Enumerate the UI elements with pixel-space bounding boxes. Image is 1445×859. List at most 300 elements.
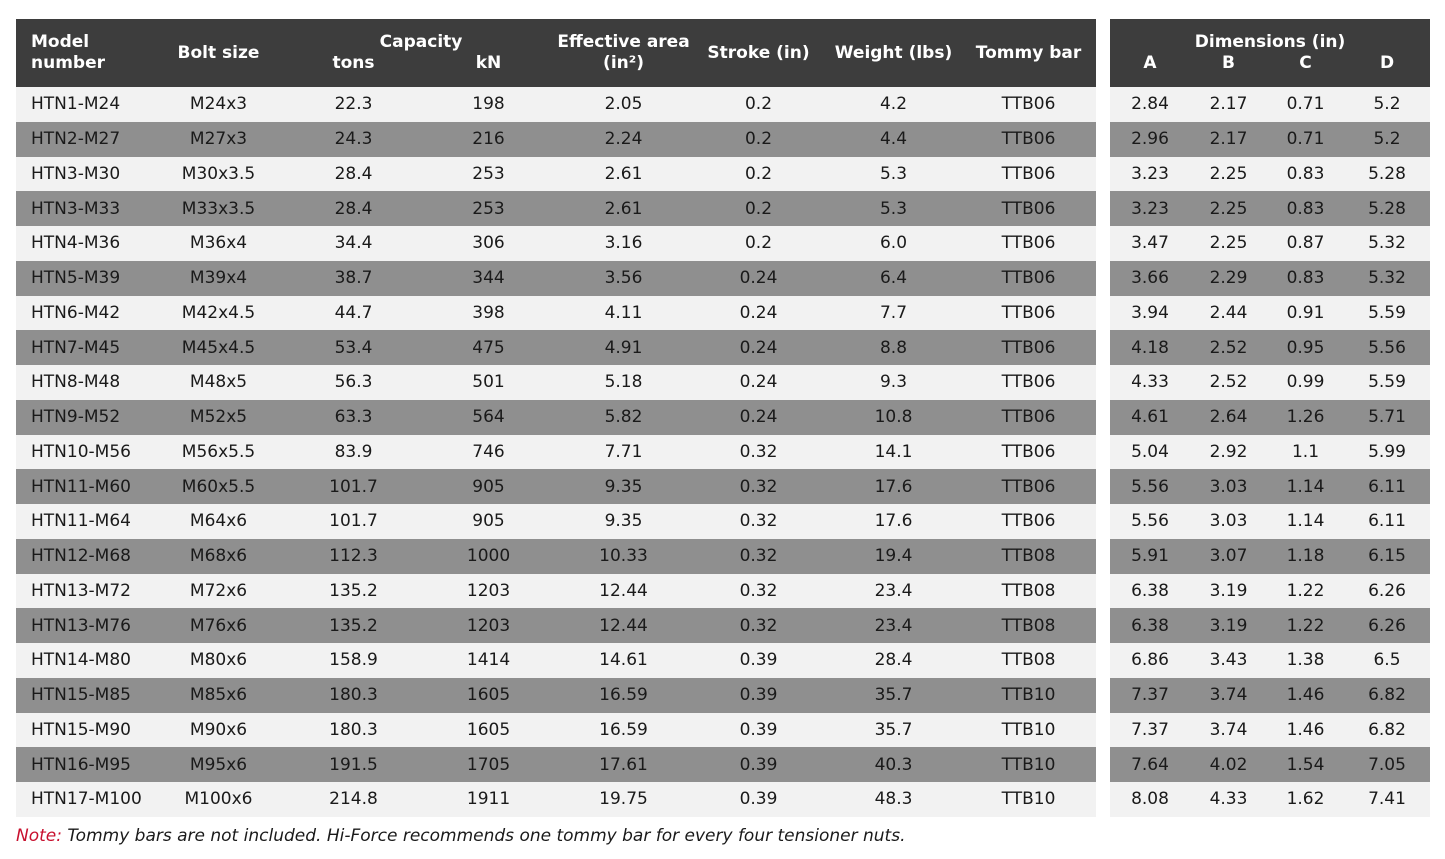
table-row [16, 574, 1096, 609]
cell-model-number: HTN3-M30 [16, 157, 151, 192]
note-label: Note: [16, 826, 62, 846]
cell-effective-area: 2.24 [556, 122, 691, 157]
dimension-row [1110, 608, 1430, 643]
cell-bolt-size: M68x6 [151, 539, 286, 574]
cell-dim-d: 5.32 [1344, 226, 1430, 261]
cell-dim-c: 1.14 [1267, 469, 1344, 504]
cell-model-number: HTN8-M48 [16, 365, 151, 400]
note-text: Tommy bars are not included. Hi-Force recommends one tommy bar for every four tensioner nuts. [61, 826, 906, 846]
cell-capacity-tons: 24.3 [286, 122, 421, 157]
cell-effective-area: 3.16 [556, 226, 691, 261]
cell-weight: 17.6 [826, 469, 961, 504]
cell-weight: 6.4 [826, 261, 961, 296]
cell-capacity-kn: 905 [421, 504, 556, 539]
cell-capacity-tons: 56.3 [286, 365, 421, 400]
cell-bolt-size: M95x6 [151, 747, 286, 782]
dimension-row [1110, 747, 1430, 782]
cell-bolt-size: M39x4 [151, 261, 286, 296]
cell-dim-d: 6.26 [1344, 574, 1430, 609]
cell-dim-a: 3.23 [1110, 191, 1190, 226]
table-row [16, 643, 1096, 678]
cell-model-number: HTN15-M85 [16, 678, 151, 713]
footnote [16, 826, 905, 846]
cell-dim-b: 4.02 [1190, 747, 1267, 782]
dimension-row [1110, 574, 1430, 609]
dimension-row [1110, 87, 1430, 122]
cell-tommy-bar: TTB08 [961, 608, 1096, 643]
cell-dim-d: 5.32 [1344, 261, 1430, 296]
cell-effective-area: 10.33 [556, 539, 691, 574]
header-capacity: Capacity [286, 19, 556, 53]
cell-dim-a: 2.84 [1110, 87, 1190, 122]
cell-dim-b: 3.07 [1190, 539, 1267, 574]
cell-dim-c: 1.26 [1267, 400, 1344, 435]
cell-capacity-tons: 191.5 [286, 747, 421, 782]
cell-capacity-kn: 1705 [421, 747, 556, 782]
dimension-row [1110, 226, 1430, 261]
cell-capacity-kn: 344 [421, 261, 556, 296]
cell-dim-a: 5.56 [1110, 504, 1190, 539]
cell-dim-b: 2.52 [1190, 330, 1267, 365]
cell-model-number: HTN5-M39 [16, 261, 151, 296]
cell-dim-d: 5.28 [1344, 157, 1430, 192]
table-row [16, 539, 1096, 574]
cell-model-number: HTN7-M45 [16, 330, 151, 365]
cell-dim-d: 7.41 [1344, 782, 1430, 817]
table-row [16, 365, 1096, 400]
cell-effective-area: 12.44 [556, 608, 691, 643]
cell-stroke: 0.2 [691, 157, 826, 192]
dimension-row [1110, 122, 1430, 157]
cell-bolt-size: M33x3.5 [151, 191, 286, 226]
cell-tommy-bar: TTB10 [961, 747, 1096, 782]
cell-dim-c: 1.38 [1267, 643, 1344, 678]
cell-weight: 40.3 [826, 747, 961, 782]
cell-capacity-kn: 501 [421, 365, 556, 400]
cell-capacity-tons: 28.4 [286, 157, 421, 192]
cell-dim-a: 5.91 [1110, 539, 1190, 574]
cell-capacity-kn: 306 [421, 226, 556, 261]
cell-dim-d: 6.26 [1344, 608, 1430, 643]
cell-bolt-size: M48x5 [151, 365, 286, 400]
header-model-number: Model number [16, 19, 151, 87]
cell-model-number: HTN4-M36 [16, 226, 151, 261]
dimension-row [1110, 713, 1430, 748]
cell-tommy-bar: TTB08 [961, 574, 1096, 609]
specifications-table [16, 19, 1096, 817]
table-row [16, 87, 1096, 122]
cell-weight: 4.2 [826, 87, 961, 122]
cell-tommy-bar: TTB06 [961, 157, 1096, 192]
cell-stroke: 0.32 [691, 469, 826, 504]
cell-dim-a: 3.47 [1110, 226, 1190, 261]
dimension-row [1110, 191, 1430, 226]
cell-dim-d: 5.99 [1344, 435, 1430, 470]
cell-model-number: HTN11-M64 [16, 504, 151, 539]
cell-model-number: HTN10-M56 [16, 435, 151, 470]
cell-dim-b: 2.44 [1190, 296, 1267, 331]
cell-tommy-bar: TTB06 [961, 296, 1096, 331]
cell-dim-a: 3.94 [1110, 296, 1190, 331]
cell-dim-b: 2.25 [1190, 157, 1267, 192]
cell-model-number: HTN3-M33 [16, 191, 151, 226]
table-row [16, 226, 1096, 261]
dimension-row [1110, 261, 1430, 296]
cell-weight: 28.4 [826, 643, 961, 678]
cell-stroke: 0.2 [691, 226, 826, 261]
cell-effective-area: 12.44 [556, 574, 691, 609]
cell-dim-b: 2.64 [1190, 400, 1267, 435]
cell-bolt-size: M27x3 [151, 122, 286, 157]
cell-dim-d: 5.71 [1344, 400, 1430, 435]
cell-dim-c: 0.91 [1267, 296, 1344, 331]
cell-stroke: 0.24 [691, 400, 826, 435]
cell-dim-d: 5.28 [1344, 191, 1430, 226]
cell-capacity-tons: 63.3 [286, 400, 421, 435]
cell-tommy-bar: TTB08 [961, 539, 1096, 574]
cell-dim-d: 5.56 [1344, 330, 1430, 365]
cell-capacity-kn: 1414 [421, 643, 556, 678]
table-row [16, 678, 1096, 713]
cell-model-number: HTN13-M76 [16, 608, 151, 643]
cell-dim-b: 3.74 [1190, 678, 1267, 713]
cell-model-number: HTN17-M100 [16, 782, 151, 817]
cell-capacity-tons: 38.7 [286, 261, 421, 296]
cell-capacity-tons: 44.7 [286, 296, 421, 331]
cell-model-number: HTN14-M80 [16, 643, 151, 678]
cell-dim-b: 3.43 [1190, 643, 1267, 678]
cell-dim-d: 6.11 [1344, 504, 1430, 539]
cell-capacity-tons: 83.9 [286, 435, 421, 470]
cell-dim-a: 6.86 [1110, 643, 1190, 678]
cell-tommy-bar: TTB06 [961, 261, 1096, 296]
cell-dim-d: 6.82 [1344, 713, 1430, 748]
dimension-row [1110, 643, 1430, 678]
cell-effective-area: 9.35 [556, 504, 691, 539]
dimension-row [1110, 157, 1430, 192]
dimensions-table [1110, 19, 1430, 817]
cell-capacity-kn: 198 [421, 87, 556, 122]
cell-dim-c: 0.83 [1267, 261, 1344, 296]
cell-stroke: 0.39 [691, 643, 826, 678]
cell-tommy-bar: TTB06 [961, 435, 1096, 470]
cell-dim-b: 3.74 [1190, 713, 1267, 748]
cell-stroke: 0.32 [691, 504, 826, 539]
cell-weight: 9.3 [826, 365, 961, 400]
cell-weight: 7.7 [826, 296, 961, 331]
cell-dim-b: 2.17 [1190, 122, 1267, 157]
cell-weight: 5.3 [826, 191, 961, 226]
cell-effective-area: 17.61 [556, 747, 691, 782]
cell-bolt-size: M80x6 [151, 643, 286, 678]
cell-dim-a: 3.66 [1110, 261, 1190, 296]
header-stroke: Stroke (in) [691, 19, 826, 87]
dimension-row [1110, 469, 1430, 504]
cell-dim-c: 1.46 [1267, 678, 1344, 713]
cell-tommy-bar: TTB06 [961, 469, 1096, 504]
cell-effective-area: 16.59 [556, 678, 691, 713]
cell-dim-d: 6.5 [1344, 643, 1430, 678]
table-row [16, 122, 1096, 157]
header-kn: kN [421, 53, 556, 87]
cell-model-number: HTN6-M42 [16, 296, 151, 331]
cell-tommy-bar: TTB06 [961, 122, 1096, 157]
dimension-row [1110, 504, 1430, 539]
table-row [16, 747, 1096, 782]
cell-weight: 48.3 [826, 782, 961, 817]
cell-dim-a: 6.38 [1110, 608, 1190, 643]
cell-tommy-bar: TTB10 [961, 782, 1096, 817]
table-row [16, 330, 1096, 365]
cell-dim-a: 3.23 [1110, 157, 1190, 192]
cell-dim-d: 6.15 [1344, 539, 1430, 574]
cell-tommy-bar: TTB10 [961, 713, 1096, 748]
cell-dim-c: 0.83 [1267, 157, 1344, 192]
cell-model-number: HTN9-M52 [16, 400, 151, 435]
dimension-row [1110, 365, 1430, 400]
header-bolt-size: Bolt size [151, 19, 286, 87]
cell-dim-d: 6.82 [1344, 678, 1430, 713]
cell-tommy-bar: TTB06 [961, 330, 1096, 365]
cell-dim-a: 4.18 [1110, 330, 1190, 365]
cell-capacity-kn: 253 [421, 191, 556, 226]
cell-stroke: 0.24 [691, 261, 826, 296]
dimension-row [1110, 539, 1430, 574]
cell-model-number: HTN1-M24 [16, 87, 151, 122]
cell-effective-area: 3.56 [556, 261, 691, 296]
cell-weight: 35.7 [826, 678, 961, 713]
cell-capacity-tons: 101.7 [286, 469, 421, 504]
cell-model-number: HTN12-M68 [16, 539, 151, 574]
cell-dim-a: 8.08 [1110, 782, 1190, 817]
cell-dim-b: 2.52 [1190, 365, 1267, 400]
cell-capacity-tons: 112.3 [286, 539, 421, 574]
cell-weight: 23.4 [826, 608, 961, 643]
cell-tommy-bar: TTB06 [961, 191, 1096, 226]
header-tons: tons [286, 53, 421, 87]
cell-dim-b: 3.03 [1190, 504, 1267, 539]
cell-capacity-kn: 1605 [421, 678, 556, 713]
dimension-row [1110, 782, 1430, 817]
cell-dim-b: 2.25 [1190, 226, 1267, 261]
header-dim-a: A [1110, 53, 1190, 87]
dimension-row [1110, 678, 1430, 713]
cell-model-number: HTN2-M27 [16, 122, 151, 157]
cell-stroke: 0.39 [691, 782, 826, 817]
cell-dim-a: 6.38 [1110, 574, 1190, 609]
cell-capacity-kn: 564 [421, 400, 556, 435]
cell-stroke: 0.39 [691, 713, 826, 748]
cell-tommy-bar: TTB06 [961, 226, 1096, 261]
cell-capacity-tons: 53.4 [286, 330, 421, 365]
cell-dim-a: 2.96 [1110, 122, 1190, 157]
table-row [16, 782, 1096, 817]
cell-capacity-kn: 1605 [421, 713, 556, 748]
cell-weight: 14.1 [826, 435, 961, 470]
cell-stroke: 0.24 [691, 330, 826, 365]
cell-effective-area: 19.75 [556, 782, 691, 817]
cell-dim-c: 1.54 [1267, 747, 1344, 782]
specifications-body [16, 87, 1096, 817]
cell-dim-c: 0.99 [1267, 365, 1344, 400]
header-effective-area: Effective area (in²) [556, 19, 691, 87]
dimension-row [1110, 435, 1430, 470]
cell-dim-a: 7.37 [1110, 678, 1190, 713]
cell-capacity-tons: 135.2 [286, 574, 421, 609]
cell-capacity-kn: 398 [421, 296, 556, 331]
cell-bolt-size: M64x6 [151, 504, 286, 539]
cell-dim-a: 4.61 [1110, 400, 1190, 435]
cell-dim-d: 5.59 [1344, 296, 1430, 331]
cell-dim-b: 3.03 [1190, 469, 1267, 504]
cell-dim-c: 1.46 [1267, 713, 1344, 748]
cell-effective-area: 16.59 [556, 713, 691, 748]
cell-stroke: 0.32 [691, 539, 826, 574]
cell-weight: 17.6 [826, 504, 961, 539]
cell-bolt-size: M90x6 [151, 713, 286, 748]
cell-capacity-tons: 22.3 [286, 87, 421, 122]
cell-weight: 23.4 [826, 574, 961, 609]
table-row [16, 608, 1096, 643]
cell-bolt-size: M60x5.5 [151, 469, 286, 504]
table-row [16, 469, 1096, 504]
cell-bolt-size: M76x6 [151, 608, 286, 643]
cell-stroke: 0.24 [691, 365, 826, 400]
cell-dim-b: 2.29 [1190, 261, 1267, 296]
table-row [16, 191, 1096, 226]
cell-tommy-bar: TTB06 [961, 504, 1096, 539]
cell-bolt-size: M100x6 [151, 782, 286, 817]
cell-capacity-kn: 1000 [421, 539, 556, 574]
cell-bolt-size: M30x3.5 [151, 157, 286, 192]
cell-model-number: HTN11-M60 [16, 469, 151, 504]
cell-bolt-size: M45x4.5 [151, 330, 286, 365]
cell-bolt-size: M72x6 [151, 574, 286, 609]
cell-bolt-size: M36x4 [151, 226, 286, 261]
dimension-row [1110, 296, 1430, 331]
cell-model-number: HTN15-M90 [16, 713, 151, 748]
cell-capacity-tons: 180.3 [286, 713, 421, 748]
cell-dim-c: 1.18 [1267, 539, 1344, 574]
cell-capacity-kn: 1203 [421, 608, 556, 643]
cell-capacity-kn: 905 [421, 469, 556, 504]
cell-dim-c: 0.95 [1267, 330, 1344, 365]
header-dim-b: B [1190, 53, 1267, 87]
cell-tommy-bar: TTB06 [961, 87, 1096, 122]
table-row [16, 435, 1096, 470]
cell-capacity-tons: 180.3 [286, 678, 421, 713]
dimension-row [1110, 400, 1430, 435]
cell-tommy-bar: TTB10 [961, 678, 1096, 713]
cell-weight: 35.7 [826, 713, 961, 748]
cell-effective-area: 14.61 [556, 643, 691, 678]
cell-bolt-size: M56x5.5 [151, 435, 286, 470]
cell-dim-a: 5.04 [1110, 435, 1190, 470]
cell-dim-c: 0.87 [1267, 226, 1344, 261]
cell-stroke: 0.24 [691, 296, 826, 331]
cell-capacity-kn: 746 [421, 435, 556, 470]
cell-dim-a: 4.33 [1110, 365, 1190, 400]
cell-effective-area: 2.05 [556, 87, 691, 122]
cell-capacity-tons: 135.2 [286, 608, 421, 643]
cell-dim-b: 2.92 [1190, 435, 1267, 470]
cell-effective-area: 4.11 [556, 296, 691, 331]
cell-dim-a: 7.37 [1110, 713, 1190, 748]
dimension-row [1110, 330, 1430, 365]
cell-dim-c: 1.22 [1267, 608, 1344, 643]
cell-capacity-kn: 1911 [421, 782, 556, 817]
cell-stroke: 0.39 [691, 678, 826, 713]
cell-effective-area: 4.91 [556, 330, 691, 365]
cell-tommy-bar: TTB08 [961, 643, 1096, 678]
cell-weight: 6.0 [826, 226, 961, 261]
cell-dim-c: 1.22 [1267, 574, 1344, 609]
table-row [16, 157, 1096, 192]
cell-effective-area: 7.71 [556, 435, 691, 470]
cell-dim-d: 6.11 [1344, 469, 1430, 504]
cell-dim-d: 7.05 [1344, 747, 1430, 782]
cell-dim-c: 1.62 [1267, 782, 1344, 817]
cell-dim-c: 1.14 [1267, 504, 1344, 539]
table-row [16, 713, 1096, 748]
cell-stroke: 0.32 [691, 574, 826, 609]
cell-weight: 5.3 [826, 157, 961, 192]
cell-tommy-bar: TTB06 [961, 365, 1096, 400]
cell-capacity-tons: 158.9 [286, 643, 421, 678]
cell-bolt-size: M24x3 [151, 87, 286, 122]
cell-dim-c: 0.71 [1267, 87, 1344, 122]
cell-dim-b: 3.19 [1190, 608, 1267, 643]
cell-model-number: HTN16-M95 [16, 747, 151, 782]
cell-capacity-tons: 34.4 [286, 226, 421, 261]
cell-tommy-bar: TTB06 [961, 400, 1096, 435]
cell-stroke: 0.2 [691, 122, 826, 157]
cell-dim-b: 4.33 [1190, 782, 1267, 817]
cell-stroke: 0.2 [691, 191, 826, 226]
header-dim-c: C [1267, 53, 1344, 87]
cell-weight: 19.4 [826, 539, 961, 574]
cell-capacity-kn: 475 [421, 330, 556, 365]
cell-capacity-kn: 1203 [421, 574, 556, 609]
table-row [16, 504, 1096, 539]
cell-stroke: 0.32 [691, 608, 826, 643]
cell-capacity-kn: 253 [421, 157, 556, 192]
cell-weight: 8.8 [826, 330, 961, 365]
cell-capacity-tons: 101.7 [286, 504, 421, 539]
cell-bolt-size: M42x4.5 [151, 296, 286, 331]
table-row [16, 296, 1096, 331]
header-weight: Weight (lbs) [826, 19, 961, 87]
cell-dim-a: 7.64 [1110, 747, 1190, 782]
cell-stroke: 0.39 [691, 747, 826, 782]
cell-capacity-tons: 28.4 [286, 191, 421, 226]
cell-bolt-size: M85x6 [151, 678, 286, 713]
cell-dim-d: 5.2 [1344, 122, 1430, 157]
cell-dim-b: 3.19 [1190, 574, 1267, 609]
cell-model-number: HTN13-M72 [16, 574, 151, 609]
cell-stroke: 0.32 [691, 435, 826, 470]
dimensions-body [1110, 87, 1430, 817]
cell-dim-c: 0.71 [1267, 122, 1344, 157]
cell-effective-area: 2.61 [556, 157, 691, 192]
cell-stroke: 0.2 [691, 87, 826, 122]
header-dimensions: Dimensions (in) [1110, 19, 1430, 53]
header-dim-d: D [1344, 53, 1430, 87]
header-tommy-bar: Tommy bar [961, 19, 1096, 87]
cell-dim-d: 5.59 [1344, 365, 1430, 400]
cell-effective-area: 9.35 [556, 469, 691, 504]
cell-dim-b: 2.17 [1190, 87, 1267, 122]
